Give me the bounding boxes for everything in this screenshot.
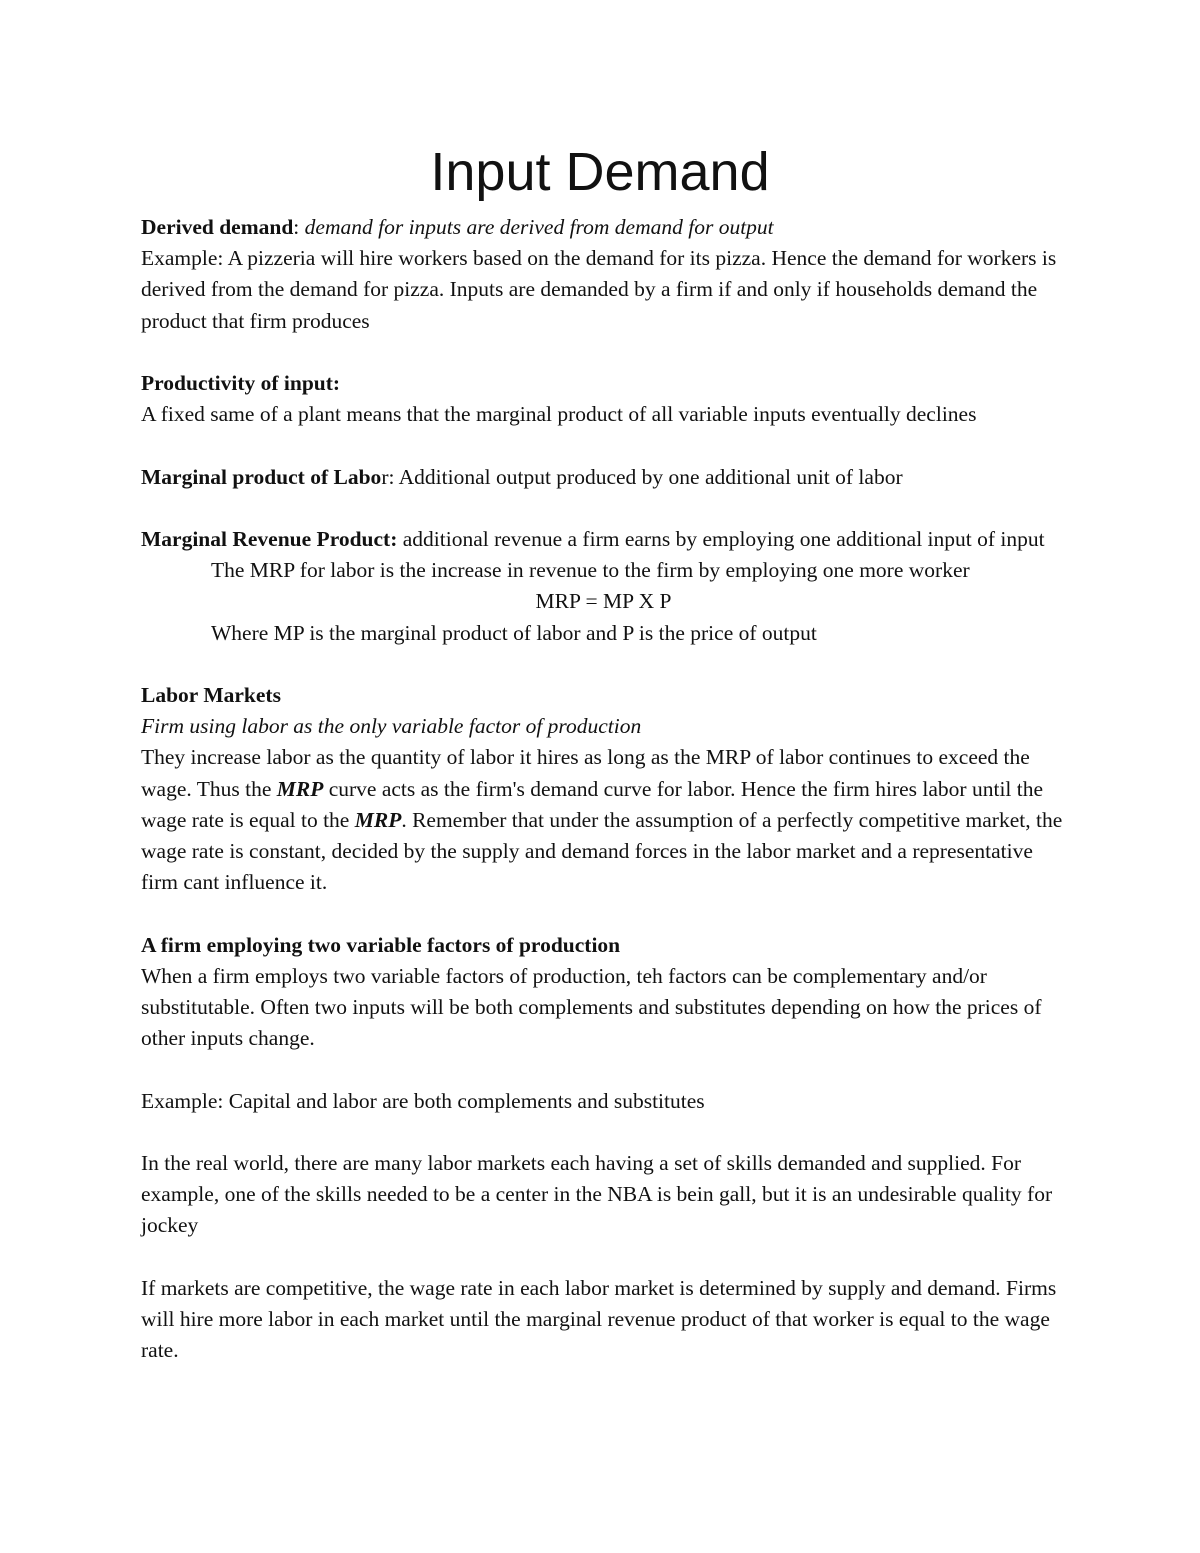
derived-demand-term: Derived demand [141, 215, 294, 239]
productivity-heading [141, 368, 1066, 399]
labor-markets-text-c: . Remember that under the assumption of a perfectly competitive market, the wage rate is constant, decided by the supply and demand forces in the labor market and a representative firm cant influence it. [141, 807, 1063, 895]
mpl-definition [141, 462, 1066, 493]
mpl-term-tail: r [381, 464, 389, 489]
labor-markets-text-a: They increase labor as the quantity of labor it hires as long as the MRP of labor continues to exceed the wage. Thus the [141, 745, 1030, 801]
page-title: Input Demand [430, 142, 770, 202]
mpl-text: : Additional output produced by one additional unit of labor [388, 464, 903, 489]
labor-markets-subheading-text: Firm using labor as the only variable factor of production [141, 714, 642, 739]
derived-demand-definition [141, 212, 1066, 243]
labor-markets-text-b: curve acts as the firm's demand curve for labor. Hence the firm hires labor until the wage rate is equal to the [141, 776, 1044, 832]
spacer [141, 493, 1066, 524]
mrp-definition [141, 524, 1066, 555]
mrp-text: additional revenue a firm earns by employing one additional input of input [397, 526, 1045, 551]
productivity-heading-text: Productivity of input: [141, 371, 341, 395]
labor-markets-heading [141, 680, 1066, 711]
derived-demand-colon: : [293, 215, 300, 239]
productivity-text: A fixed same of a plant means that the marginal product of all variable inputs eventually declines [141, 402, 977, 427]
capital-labor-example: Example: Capital and labor are both complements and substitutes [141, 1088, 705, 1113]
spacer [141, 898, 1066, 929]
mrp-where-line: Where MP is the marginal product of labor and P is the price of output [211, 620, 817, 645]
spacer [141, 1242, 1066, 1273]
mrp-emphasis: MRP [354, 807, 402, 832]
labor-markets-paragraph [141, 742, 1066, 898]
real-world-paragraph: In the real world, there are many labor markets each having a set of skills demanded and supplied. For example, one of the skills needed to be a center in the NBA is bein gall, but it is an undesirable quality for jockey [141, 1150, 1053, 1238]
derived-demand-text: demand for inputs are derived from demand for output [304, 215, 774, 239]
document-body [141, 212, 1066, 1366]
mrp-labor-line: The MRP for labor is the increase in revenue to the firm by employing one more worker [211, 558, 970, 583]
spacer [141, 337, 1066, 368]
two-factors-heading [141, 930, 1066, 961]
mrp-term: Marginal Revenue Product: [141, 526, 398, 551]
spacer [141, 1054, 1066, 1085]
two-factors-heading-text: A firm employing two variable factors of production [141, 932, 621, 957]
labor-markets-subheading [141, 711, 1066, 742]
mrp-emphasis: MRP [276, 776, 324, 801]
labor-markets-heading-text: Labor Markets [141, 682, 281, 707]
mrp-formula: MRP = MP X P [535, 589, 672, 614]
competitive-markets-paragraph: If markets are competitive, the wage rate in each labor market is determined by supply and demand. Firms will hire more labor in each market until the marginal revenue product of that worker is equal to the wage rate. [141, 1275, 1057, 1363]
derived-demand-example: Example: A pizzeria will hire workers based on the demand for its pizza. Hence the demand for workers is derived from the demand for pizza. Inputs are demanded by a firm if and only if households demand the product that firm produces [141, 246, 1057, 333]
spacer [141, 430, 1066, 461]
spacer [141, 1117, 1066, 1148]
mpl-term: Marginal product of Labo [141, 464, 382, 489]
two-factors-text: When a firm employs two variable factors of production, teh factors can be complementary and/or substitutable. Often two inputs will be both complements and substitutes depending on how the prices of other inputs change. [141, 963, 1042, 1051]
spacer [141, 649, 1066, 680]
